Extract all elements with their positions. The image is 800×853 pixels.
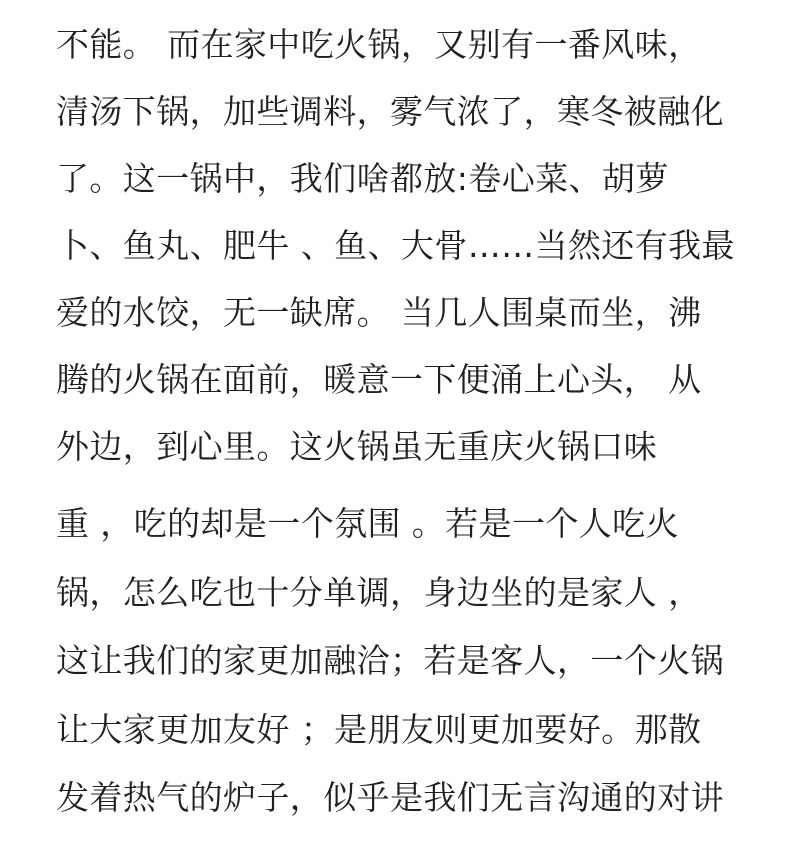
text-line-10: 这让我们的家更加融洽；若是客人，一个火锅 bbox=[56, 641, 724, 680]
text-line-9: 锅，怎么吃也十分单调，身边坐的是家人 ， bbox=[56, 573, 702, 612]
text-line-1: 不能。 而在家中吃火锅，又别有一番风味， bbox=[56, 25, 702, 64]
text-line-12: 发着热气的炉子，似乎是我们无言沟通的对讲 bbox=[56, 778, 724, 817]
text-line-2: 清汤下锅，加些调料，雾气浓了，寒冬被融化 bbox=[56, 92, 724, 131]
text-line-11: 让大家更加友好 ；是朋友则更加要好。那散 bbox=[56, 710, 702, 749]
text-line-5: 爱的水饺，无一缺席。 当几人围桌而坐，沸 bbox=[56, 293, 702, 332]
text-line-3: 了。这一锅中，我们啥都放:卷心菜、胡萝 bbox=[56, 159, 669, 198]
text-line-8: 重 ，吃的却是一个氛围 。若是一个人吃火 bbox=[56, 504, 679, 543]
text-line-7: 外边，到心里。这火锅虽无重庆火锅口味 bbox=[56, 427, 658, 466]
text-line-6: 腾的火锅在面前，暖意一下便涌上心头， 从 bbox=[56, 360, 702, 399]
text-line-4: 卜、鱼丸、肥牛 、鱼、大骨……当然还有我最 bbox=[56, 226, 735, 265]
